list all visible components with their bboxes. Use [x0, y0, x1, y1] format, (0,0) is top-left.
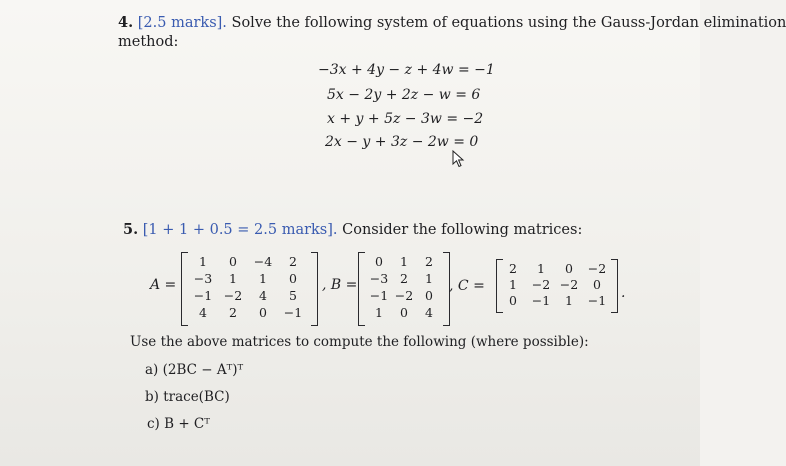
matrix-b-cell: 1 — [375, 305, 383, 320]
matrix-c-cell: 1 — [537, 261, 545, 276]
matrix-b-cell: 0 — [375, 254, 383, 269]
matrix-b-left-bracket — [358, 252, 365, 326]
matrix-c-cell: 0 — [593, 277, 601, 292]
matrix-c-cell: −1 — [531, 293, 551, 308]
matrix-c-label: , C = — [449, 278, 485, 294]
q4-text-line1: Solve the following system of equations using the Gauss-Jordan elimination — [231, 15, 786, 31]
matrix-c-cell: 2 — [509, 261, 517, 276]
matrix-c-cell: 0 — [565, 261, 573, 276]
matrix-b-cell: 1 — [400, 254, 408, 269]
matrix-b-cell: 0 — [425, 288, 433, 303]
matrix-b-cell: −2 — [394, 288, 414, 303]
matrix-c-cell: −2 — [587, 261, 607, 276]
q4-marks: [2.5 marks]. — [137, 15, 227, 31]
matrix-a-cell: −4 — [253, 254, 273, 269]
matrix-b-cell: 2 — [400, 271, 408, 286]
matrix-a-right-bracket — [311, 252, 318, 326]
matrix-a-cell: −1 — [283, 305, 303, 320]
q5-task-c: c) B + Cᵀ — [147, 416, 210, 432]
matrix-b-cell: −1 — [369, 288, 389, 303]
matrix-b-cell: 1 — [425, 271, 433, 286]
q5-marks: [1 + 1 + 0.5 = 2.5 marks]. — [142, 222, 338, 238]
q4-text-line2: method: — [118, 34, 179, 50]
matrix-a-cell: 5 — [289, 288, 297, 303]
matrix-a-cell: 1 — [229, 271, 237, 286]
matrix-c-cell: 0 — [509, 293, 517, 308]
q5-task-a: a) (2BC − Aᵀ)ᵀ — [145, 362, 244, 378]
matrix-b-label: , B = — [322, 277, 358, 293]
q5-text: Consider the following matrices: — [342, 222, 583, 238]
q4-number: 4. — [118, 14, 134, 31]
matrix-c-right-bracket — [611, 259, 618, 313]
matrix-a-cell: 2 — [229, 305, 237, 320]
q4-equation-4: 2x − y + 3z − 2w = 0 — [325, 134, 479, 150]
matrix-a-cell: 4 — [259, 288, 267, 303]
matrix-a-cell: 1 — [259, 271, 267, 286]
matrix-a-cell: 2 — [289, 254, 297, 269]
matrix-b-cell: −3 — [369, 271, 389, 286]
matrix-a-cell: −3 — [193, 271, 213, 286]
q5-number: 5. — [123, 221, 139, 238]
matrix-a-cell: −1 — [193, 288, 213, 303]
matrix-a-left-bracket — [181, 252, 188, 326]
matrix-a-cell: 1 — [199, 254, 207, 269]
q4-equation-2: 5x − 2y + 2z − w = 6 — [327, 87, 481, 103]
matrix-c-trailing: . — [621, 285, 626, 301]
matrix-a-cell: 0 — [289, 271, 297, 286]
q5-task-b: b) trace(BC) — [145, 389, 230, 405]
matrix-c-cell: 1 — [565, 293, 573, 308]
matrix-b-cell: 2 — [425, 254, 433, 269]
matrix-a-cell: −2 — [223, 288, 243, 303]
matrix-c-cell: −1 — [587, 293, 607, 308]
matrix-b-cell: 4 — [425, 305, 433, 320]
q5-instruction: Use the above matrices to compute the following (where possible): — [130, 334, 589, 350]
matrix-a-label: A = — [150, 277, 177, 293]
matrix-b-cell: 0 — [400, 305, 408, 320]
matrix-c-cell: −2 — [531, 277, 551, 292]
matrix-c-cell: 1 — [509, 277, 517, 292]
q4-equation-1: −3x + 4y − z + 4w = −1 — [318, 62, 495, 78]
matrix-a-cell: 0 — [229, 254, 237, 269]
q4-heading — [118, 14, 786, 31]
matrix-a-cell: 0 — [259, 305, 267, 320]
q4-equation-3: x + y + 5z − 3w = −2 — [327, 111, 484, 127]
matrix-c-cell: −2 — [559, 277, 579, 292]
q5-heading — [123, 221, 582, 238]
matrix-a-cell: 4 — [199, 305, 207, 320]
mouse-cursor-icon — [452, 150, 466, 168]
